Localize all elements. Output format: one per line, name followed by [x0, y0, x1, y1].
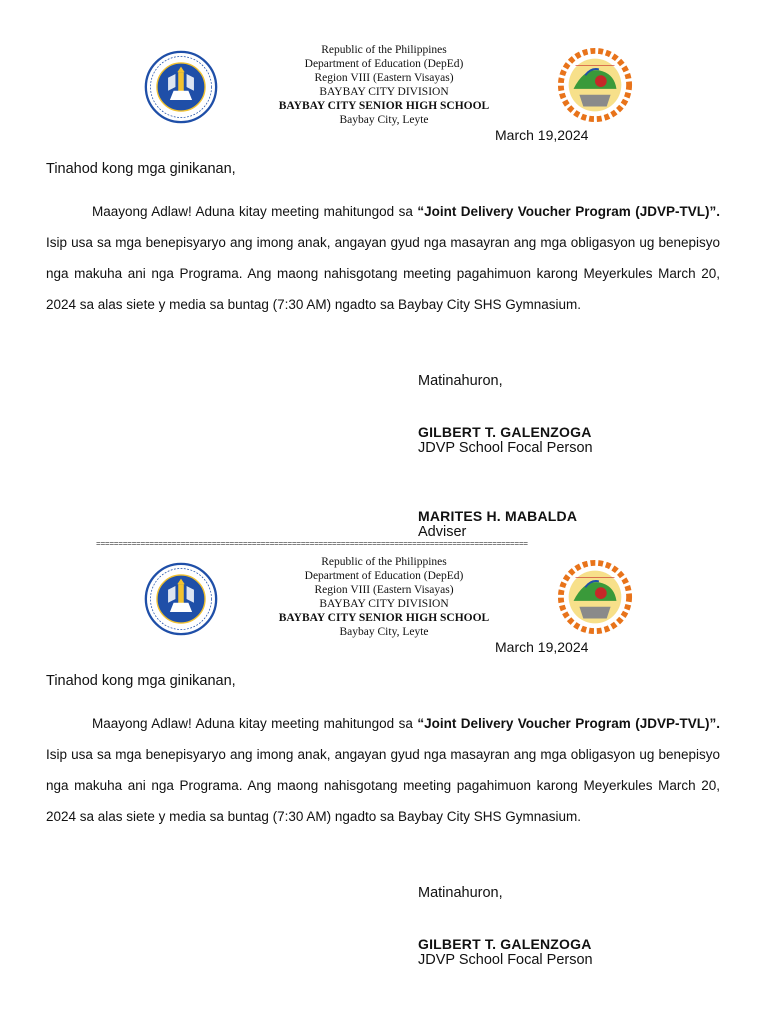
body-program-name: “Joint Delivery Voucher Program (JDVP-TVL)”.	[417, 716, 720, 731]
letterhead-school: BAYBAY CITY SENIOR HIGH SCHOOL	[278, 612, 490, 624]
signatory-1-role: JDVP School Focal Person	[418, 440, 593, 456]
letterhead-address: Baybay City, Leyte	[339, 626, 429, 638]
letter-body	[46, 196, 720, 320]
letterhead-republic: Republic of the Philippines	[321, 44, 447, 56]
letterhead-school: BAYBAY CITY SENIOR HIGH SCHOOL	[278, 100, 490, 112]
letter-date: March 19,2024	[495, 639, 589, 655]
deped-seal-icon	[144, 562, 218, 636]
letter-copy-2	[0, 512, 768, 1024]
letterhead-republic: Republic of the Philippines	[321, 556, 447, 568]
signatory-1-name: GILBERT T. GALENZOGA	[418, 424, 592, 440]
letter-closing: Matinahuron,	[418, 885, 503, 901]
letterhead	[230, 555, 538, 639]
cut-separator: =================================================================================================	[96, 541, 528, 549]
body-intro: Maayong Adlaw! Aduna kitay meeting mahitungod sa	[92, 204, 418, 219]
signatory-1-name: GILBERT T. GALENZOGA	[418, 936, 592, 952]
letterhead-address: Baybay City, Leyte	[339, 114, 429, 126]
signatory-2-role: Adviser	[418, 524, 467, 540]
letterhead-division: BAYBAY CITY DIVISION	[319, 598, 449, 610]
letterhead-division: BAYBAY CITY DIVISION	[319, 86, 449, 98]
body-program-name: “Joint Delivery Voucher Program (JDVP-TVL)”.	[417, 204, 720, 219]
body-details: Isip usa sa mga benepisyaryo ang imong anak, angayan gyud nga masayran ang mga obligasyon ug benepisyo nga makuha ani nga Programa. Ang maong nahisgotang meeting pagahimuon karong Meyerkules March 20, 2024 sa alas siete y media sa buntag (7:30 AM) ngadto sa Baybay City SHS Gymnasium.	[46, 747, 720, 824]
letterhead-department: Department of Education (DepEd)	[304, 570, 464, 582]
baybay-city-shs-logo-icon	[556, 46, 634, 124]
signatory-1-role: JDVP School Focal Person	[418, 952, 593, 968]
letterhead-region: Region VIII (Eastern Visayas)	[314, 72, 454, 84]
letter-body	[46, 708, 720, 832]
signatory-2-name: MARITES H. MABALDA	[418, 508, 578, 524]
letterhead-department: Department of Education (DepEd)	[304, 58, 464, 70]
letter-greeting: Tinahod kong mga ginikanan,	[46, 161, 236, 177]
body-intro: Maayong Adlaw! Aduna kitay meeting mahitungod sa	[92, 716, 418, 731]
letter-closing: Matinahuron,	[418, 373, 503, 389]
baybay-city-shs-logo-icon	[556, 558, 634, 636]
letterhead	[230, 43, 538, 127]
body-details: Isip usa sa mga benepisyaryo ang imong anak, angayan gyud nga masayran ang mga obligasyon ug benepisyo nga makuha ani nga Programa. Ang maong nahisgotang meeting pagahimuon karong Meyerkules March 20, 2024 sa alas siete y media sa buntag (7:30 AM) ngadto sa Baybay City SHS Gymnasium.	[46, 235, 720, 312]
deped-seal-icon	[144, 50, 218, 124]
letter-date: March 19,2024	[495, 127, 589, 143]
letterhead-region: Region VIII (Eastern Visayas)	[314, 584, 454, 596]
letter-greeting: Tinahod kong mga ginikanan,	[46, 673, 236, 689]
